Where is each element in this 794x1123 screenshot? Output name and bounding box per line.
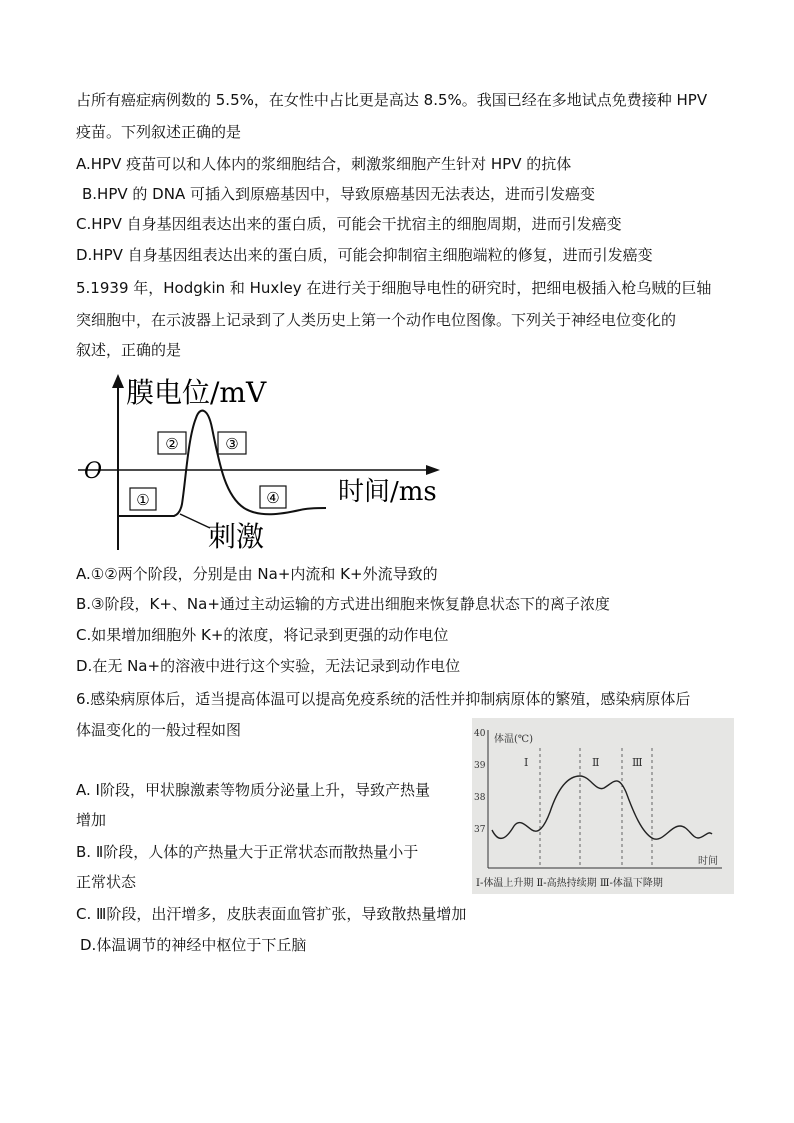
text-line: B.HPV 的 DNA 可插入到原癌基因中，导致原癌基因无法表达，进而引发癌变 bbox=[82, 185, 595, 203]
body-temperature-figure bbox=[472, 718, 734, 894]
x-axis-label: 时间 bbox=[698, 856, 718, 867]
phase-box-4 bbox=[260, 486, 286, 508]
text-line: 体温变化的一般过程如图 bbox=[76, 721, 242, 739]
y-axis-arrow-icon bbox=[112, 374, 124, 388]
text-line: C.HPV 自身基因组表达出来的蛋白质，可能会干扰宿主的细胞周期，进而引发癌变 bbox=[76, 215, 622, 233]
phase-label-1: Ⅰ bbox=[524, 756, 529, 769]
text-line: 增加 bbox=[76, 811, 107, 829]
text-line: D.在无 Na+的溶液中进行这个实验，无法记录到动作电位 bbox=[76, 657, 461, 675]
phase-label-3: Ⅲ bbox=[632, 756, 643, 769]
stimulus-label: 刺激 bbox=[208, 520, 265, 553]
origin-label: O bbox=[84, 459, 103, 484]
action-potential-figure bbox=[70, 368, 510, 554]
svg-text:③: ③ bbox=[225, 435, 239, 453]
y-tick-40: 40 bbox=[474, 729, 486, 739]
stimulus-pointer bbox=[180, 514, 210, 528]
phase-label-2: Ⅱ bbox=[592, 756, 600, 769]
y-tick-38: 38 bbox=[474, 793, 486, 803]
svg-text:①: ① bbox=[136, 491, 150, 509]
x-axis-arrow-icon bbox=[426, 465, 440, 475]
phase-legend: Ⅰ-体温上升期 Ⅱ-高热持续期 Ⅲ-体温下降期 bbox=[476, 878, 663, 889]
text-line: B. Ⅱ阶段，人体的产热量大于正常状态而散热量小于 bbox=[76, 843, 419, 861]
phase-box-1 bbox=[130, 488, 156, 510]
phase-box-2 bbox=[158, 432, 186, 454]
text-line: A.HPV 疫苗可以和人体内的浆细胞结合，刺激浆细胞产生针对 HPV 的抗体 bbox=[76, 155, 572, 173]
text-line: 疫苗。下列叙述正确的是 bbox=[76, 123, 242, 141]
svg-text:②: ② bbox=[165, 435, 179, 453]
text-line: 叙述，正确的是 bbox=[76, 341, 182, 359]
y-axis-label: 膜电位/mV bbox=[126, 376, 267, 409]
text-line: A.①②两个阶段，分别是由 Na+内流和 K+外流导致的 bbox=[76, 565, 438, 583]
text-line: 正常状态 bbox=[76, 873, 137, 891]
y-tick-37: 37 bbox=[474, 825, 486, 835]
text-line: A. Ⅰ阶段，甲状腺激素等物质分泌量上升，导致产热量 bbox=[76, 781, 430, 799]
text-line: 6.感染病原体后，适当提高体温可以提高免疫系统的活性并抑制病原体的繁殖，感染病原体后 bbox=[76, 690, 691, 708]
text-line: C.如果增加细胞外 K+的浓度，将记录到更强的动作电位 bbox=[76, 626, 449, 644]
y-axis-title: 体温(℃) bbox=[494, 734, 533, 745]
phase-box-3 bbox=[218, 432, 246, 454]
x-axis-label: 时间/ms bbox=[338, 477, 437, 507]
text-line: 5.1939 年，Hodgkin 和 Huxley 在进行关于细胞导电性的研究时，把细电极插入枪乌贼的巨轴 bbox=[76, 279, 712, 297]
y-tick-39: 39 bbox=[474, 761, 486, 771]
text-line: B.③阶段，K+、Na+通过主动运输的方式进出细胞来恢复静息状态下的离子浓度 bbox=[76, 595, 610, 613]
text-line: C. Ⅲ阶段，出汗增多，皮肤表面血管扩张，导致散热量增加 bbox=[76, 905, 467, 923]
svg-text:④: ④ bbox=[266, 489, 280, 507]
text-line: D.HPV 自身基因组表达出来的蛋白质，可能会抑制宿主细胞端粒的修复，进而引发癌变 bbox=[76, 246, 653, 264]
text-line: 占所有癌症病例数的 5.5%，在女性中占比更是高达 8.5%。我国已经在多地试点免费接种 HPV bbox=[76, 91, 708, 109]
text-line: D.体温调节的神经中枢位于下丘脑 bbox=[80, 936, 307, 954]
text-line: 突细胞中，在示波器上记录到了人类历史上第一个动作电位图像。下列关于神经电位变化的 bbox=[76, 311, 677, 329]
